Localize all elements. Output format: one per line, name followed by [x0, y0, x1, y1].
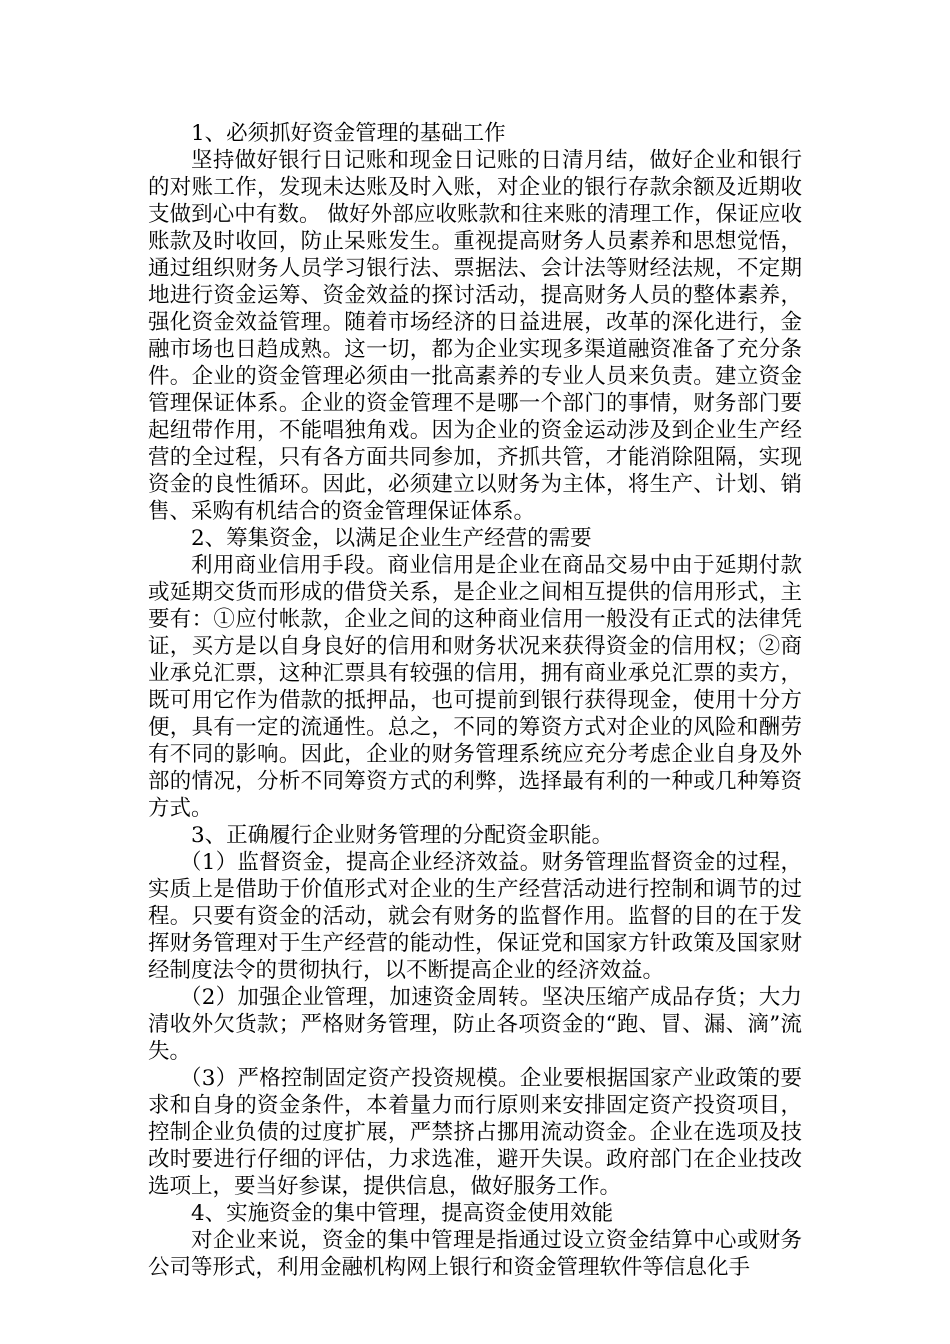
section-1-heading: 1、必须抓好资金管理的基础工作	[191, 121, 506, 146]
section-2-heading: 2、筹集资金，以满足企业生产经营的需要	[191, 526, 592, 551]
section-3-item-3: （3）严格控制固定资产投资规模。企业要根据国家产业政策的要求和自身的资金条件，本着量力而行原则来安排固定资产投资项目，控制企业负债的过度扩展，严禁挤占挪用流动资金。企业在选项及技改时要进行仔细的评估，力求选准，避开失误。政府部门在企业技改选项上，要当好参谋，提供信息，做好服务工作。	[148, 1066, 802, 1199]
section-4-body: 对企业来说，资金的集中管理是指通过设立资金结算中心或财务公司等形式，利用金融机构网上银行和资金管理软件等信息化手	[148, 1228, 802, 1280]
section-4-heading: 4、实施资金的集中管理，提高资金使用效能	[191, 1201, 614, 1226]
section-3-item-2: （2）加强企业管理，加速资金周转。坚决压缩产成品存货；大力清收外欠货款；严格财务管理，防止各项资金的“跑、冒、漏、滴”流失。	[148, 985, 802, 1064]
section-1-body: 坚持做好银行日记账和现金日记账的日清月结，做好企业和银行的对账工作，发现未达账及时入账，对企业的银行存款余额及近期收支做到心中有数。 做好外部应收账款和往来账的清理工作，保证应收账款及时收回，防止呆账发生。重视提高财务人员素养和思想觉悟，通过组织财务人员学习银行法、票据法、会计法等财经法规，不定期地进行资金运筹、资金效益的探讨活动，提高财务人员的整体素养，强化资金效益管理。随着市场经济的日益进展，改革的深化进行，金融市场也日趋成熟。这一切，都为企业实现多渠道融资准备了充分条件。企业的资金管理必须由一批高素养的专业人员来负责。建立资金管理保证体系。企业的资金管理不是哪一个部门的事情，财务部门要起纽带作用，不能唱独角戏。因为企业的资金运动涉及到企业生产经营的全过程，只有各方面共同参加，齐抓共管，才能消除阻隔，实现资金的良性循环。因此，必须建立以财务为主体，将生产、计划、销售、采购有机结合的资金管理保证体系。	[148, 148, 802, 524]
section-2-body: 利用商业信用手段。商业信用是企业在商品交易中由于延期付款或延期交货而形成的借贷关系，是企业之间相互提供的信用形式，主要有：①应付帐款，企业之间的这种商业信用一般没有正式的法律凭证，买方是以自身良好的信用和财务状况来获得资金的信用权；②商业承兑汇票，这种汇票具有较强的信用，拥有商业承兑汇票的卖方，既可用它作为借款的抵押品，也可提前到银行获得现金，使用十分方便，具有一定的流通性。总之，不同的筹资方式对企业的风险和酬劳有不同的影响。因此，企业的财务管理系统应充分考虑企业自身及外部的情况，分析不同筹资方式的利弊，选择最有利的一种或几种筹资方式。	[148, 553, 802, 821]
section-3-item-1: （1）监督资金，提高企业经济效益。财务管理监督资金的过程，实质上是借助于价值形式对企业的生产经营活动进行控制和调节的过程。只要有资金的活动，就会有财务的监督作用。监督的目的在于发挥财务管理对于生产经营的能动性，保证党和国家方针政策及国家财经制度法令的贯彻执行，以不断提高企业的经济效益。	[148, 850, 802, 983]
section-3-heading: 3、正确履行企业财务管理的分配资金职能。	[191, 823, 614, 848]
